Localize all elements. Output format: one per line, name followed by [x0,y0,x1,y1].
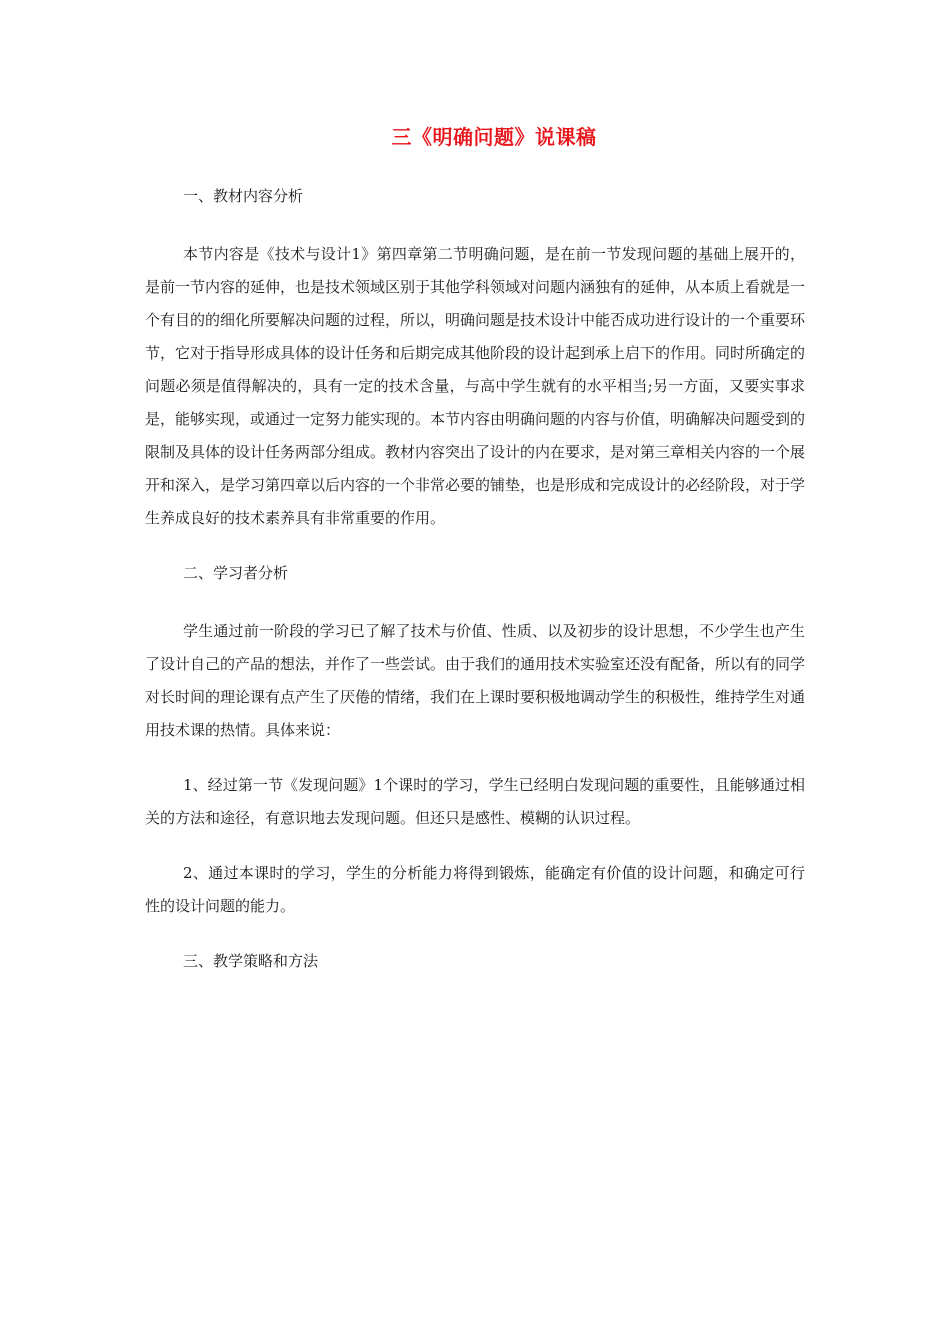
paragraph-learner-overview: 学生通过前一阶段的学习已了解了技术与价值、性质、以及初步的设计思想，不少学生也产生了设计自己的产品的想法，并作了一些尝试。由于我们的通用技术实验室还没有配备，所以有的同学对长时间的理论课有点产生了厌倦的情绪，我们在上课时要积极地调动学生的积极性，维持学生对通用技术课的热情。具体来说： [145,622,806,739]
section-heading-learner-analysis: 二、学习者分析 [183,564,289,582]
section-heading-teaching-strategy: 三、教学策略和方法 [183,952,319,970]
paragraph-learner-point-1: 1、经过第一节《发现问题》1个课时的学习，学生已经明白发现问题的重要性，且能够通过相关的方法和途径，有意识地去发现问题。但还只是感性、模糊的认识过程。 [145,776,805,827]
document-title: 三《明确问题》说课稿 [391,125,597,149]
section-heading-textbook-analysis: 一、教材内容分析 [183,187,304,205]
document-body [145,180,805,978]
paragraph-learner-point-2: 2、通过本课时的学习，学生的分析能力将得到锻炼，能确定有价值的设计问题，和确定可行性的设计问题的能力。 [145,864,805,915]
paragraph-textbook-analysis: 本节内容是《技术与设计1》第四章第二节明确问题，是在前一节发现问题的基础上展开的，是前一节内容的延伸，也是技术领域区别于其他学科领域对问题内涵独有的延伸，从本质上看就是一个有目的的细化所要解决问题的过程，所以，明确问题是技术设计中能否成功进行设计的一个重要环节，它对于指导形成具体的设计任务和后期完成其他阶段的设计起到承上启下的作用。同时所确定的问题必须是值得解决的，具有一定的技术含量，与高中学生就有的水平相当;另一方面，又要实事求是，能够实现，或通过一定努力能实现的。本节内容由明确问题的内容与价值，明确解决问题受到的限制及具体的设计任务两部分组成。教材内容突出了设计的内在要求，是对第三章相关内容的一个展开和深入，是学习第四章以后内容的一个非常必要的铺垫，也是形成和完成设计的必经阶段，对于学生养成良好的技术素养具有非常重要的作用。 [145,245,806,527]
